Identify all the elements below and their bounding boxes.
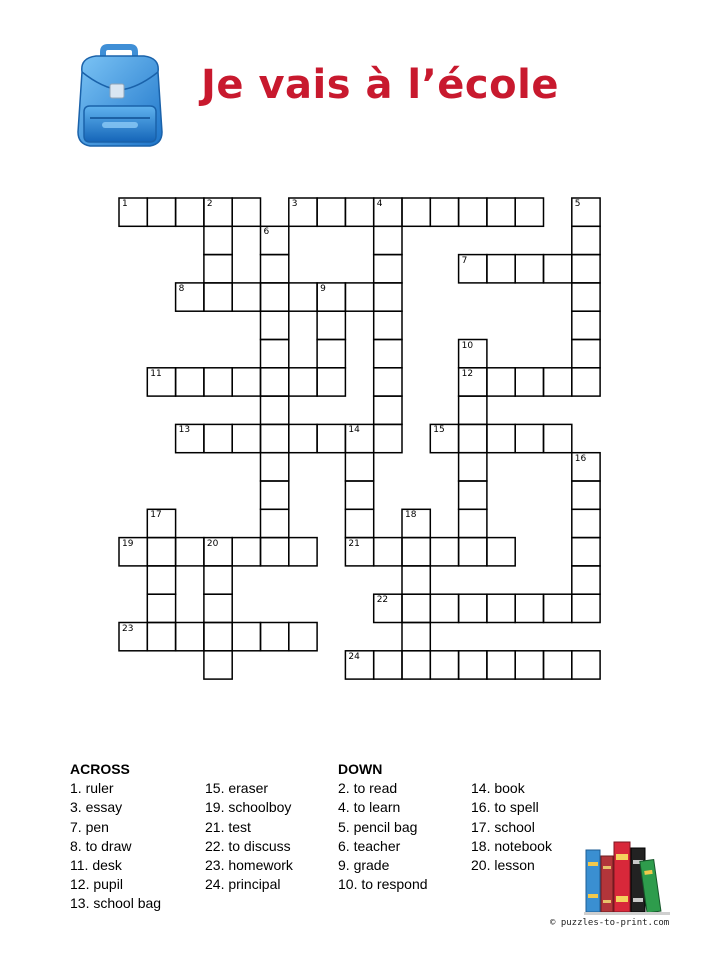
across-clue: 21. test <box>205 818 251 835</box>
crossword-cell[interactable] <box>147 594 175 622</box>
crossword-cell[interactable] <box>317 368 345 396</box>
down-clue: 14. book <box>471 780 525 797</box>
crossword-cell[interactable] <box>402 198 430 226</box>
crossword-cell[interactable] <box>204 538 232 566</box>
across-clue: 22. to discuss <box>205 837 291 854</box>
crossword-cell[interactable] <box>544 424 572 452</box>
crossword-cell[interactable] <box>204 198 232 226</box>
crossword-cell[interactable] <box>402 538 430 566</box>
crossword-cell[interactable] <box>119 538 147 566</box>
crossword-cell[interactable] <box>515 198 543 226</box>
down-clue: 9. grade <box>338 857 390 874</box>
crossword-cell[interactable] <box>374 311 402 339</box>
crossword-cell[interactable] <box>204 368 232 396</box>
crossword-cell[interactable] <box>261 311 289 339</box>
crossword-cell[interactable] <box>430 651 458 679</box>
across-clue: 1. ruler <box>70 780 114 797</box>
crossword-cell[interactable] <box>459 538 487 566</box>
crossword-cell[interactable] <box>317 283 345 311</box>
clue-number: 21 <box>348 538 360 549</box>
crossword-cell[interactable] <box>204 424 232 452</box>
crossword-cell[interactable] <box>147 509 175 537</box>
down-heading: DOWN <box>338 761 383 777</box>
crossword-cell[interactable] <box>459 651 487 679</box>
crossword-cell[interactable] <box>261 538 289 566</box>
crossword-cell[interactable] <box>487 368 515 396</box>
crossword-cell[interactable] <box>374 424 402 452</box>
crossword-cell[interactable] <box>289 538 317 566</box>
across-clue: 7. pen <box>70 818 109 835</box>
crossword-cell[interactable] <box>572 566 600 594</box>
across-clue: 12. pupil <box>70 876 123 893</box>
crossword-cell[interactable] <box>345 453 373 481</box>
crossword-cell[interactable] <box>374 538 402 566</box>
clue-number: 4 <box>376 199 383 209</box>
across-clue: 15. eraser <box>205 780 269 797</box>
crossword-cell[interactable] <box>147 198 175 226</box>
down-clues-col2 <box>471 760 552 875</box>
crossword-cell[interactable] <box>402 623 430 651</box>
crossword-cell[interactable] <box>459 396 487 424</box>
clue-number: 5 <box>574 199 581 209</box>
clue-number: 16 <box>574 453 587 464</box>
crossword-cell[interactable] <box>487 594 515 622</box>
clue-number: 7 <box>461 255 468 266</box>
crossword-cell[interactable] <box>374 226 402 254</box>
clue-number: 3 <box>291 199 298 209</box>
down-clue: 6. teacher <box>338 837 401 854</box>
crossword-cell[interactable] <box>204 255 232 283</box>
across-clue: 8. to draw <box>70 837 132 854</box>
crossword-cell[interactable] <box>345 424 373 452</box>
clue-number: 2 <box>206 199 213 209</box>
crossword-cell[interactable] <box>459 453 487 481</box>
crossword-cell[interactable] <box>459 509 487 537</box>
across-clue: 24. principal <box>205 876 281 893</box>
clue-number: 24 <box>348 651 360 662</box>
clue-number: 20 <box>206 538 219 549</box>
crossword-cell[interactable] <box>147 566 175 594</box>
clue-number: 19 <box>122 538 134 549</box>
across-clue: 11. desk <box>70 857 122 874</box>
crossword-cell[interactable] <box>147 538 175 566</box>
crossword-cell[interactable] <box>402 594 430 622</box>
crossword-cell[interactable] <box>374 198 402 226</box>
down-clue: 10. to respond <box>338 876 428 893</box>
crossword-cell[interactable] <box>544 368 572 396</box>
crossword-cell[interactable] <box>515 424 543 452</box>
across-clue: 13. school bag <box>70 895 162 912</box>
crossword-cell[interactable] <box>572 538 600 566</box>
clue-number: 12 <box>461 368 474 379</box>
crossword-cell[interactable] <box>374 283 402 311</box>
crossword-cell[interactable] <box>176 368 204 396</box>
across-heading: ACROSS <box>70 761 130 777</box>
crossword-cell[interactable] <box>232 368 260 396</box>
crossword-cell[interactable] <box>572 283 600 311</box>
page-title: Je vais à l’école <box>201 62 559 108</box>
down-clue: 2. to read <box>338 780 398 797</box>
crossword-cell[interactable] <box>374 255 402 283</box>
clue-number: 1 <box>122 199 128 209</box>
crossword-cell[interactable] <box>487 424 515 452</box>
crossword-cell[interactable] <box>345 509 373 537</box>
crossword-cell[interactable] <box>204 226 232 254</box>
crossword-cell[interactable] <box>459 255 487 283</box>
crossword-cell[interactable] <box>572 481 600 509</box>
crossword-cell[interactable] <box>261 368 289 396</box>
crossword-cell[interactable] <box>261 424 289 452</box>
clue-number: 11 <box>150 368 162 379</box>
clue-number: 6 <box>263 227 270 238</box>
crossword-cell[interactable] <box>459 340 487 368</box>
crossword-cell[interactable] <box>261 255 289 283</box>
crossword-cell[interactable] <box>459 481 487 509</box>
clue-number: 10 <box>461 340 474 351</box>
crossword-cell[interactable] <box>176 623 204 651</box>
crossword-cell[interactable] <box>374 594 402 622</box>
crossword-cell[interactable] <box>572 340 600 368</box>
crossword-cell[interactable] <box>572 198 600 226</box>
across-clues-col1 <box>70 760 161 914</box>
crossword-cell[interactable] <box>261 453 289 481</box>
down-clue: 5. pencil bag <box>338 818 418 835</box>
crossword-cell[interactable] <box>402 651 430 679</box>
down-clues-col1 <box>338 760 428 894</box>
crossword-cell[interactable] <box>232 424 260 452</box>
crossword-cell[interactable] <box>289 623 317 651</box>
crossword-cell[interactable] <box>345 283 373 311</box>
crossword-cell[interactable] <box>289 198 317 226</box>
crossword-cell[interactable] <box>430 594 458 622</box>
crossword-cell[interactable] <box>402 566 430 594</box>
clue-number: 22 <box>376 595 389 606</box>
clue-number: 17 <box>150 510 162 521</box>
crossword-cell[interactable] <box>374 340 402 368</box>
crossword-cell[interactable] <box>119 623 147 651</box>
clue-number: 15 <box>433 425 445 436</box>
crossword-cell[interactable] <box>572 651 600 679</box>
crossword-cell[interactable] <box>345 538 373 566</box>
crossword-cell[interactable] <box>402 509 430 537</box>
clue-number: 18 <box>405 510 417 521</box>
crossword-cell[interactable] <box>147 623 175 651</box>
crossword-cell[interactable] <box>572 255 600 283</box>
crossword-cell[interactable] <box>459 368 487 396</box>
crossword-cell[interactable] <box>544 651 572 679</box>
crossword-cell[interactable] <box>119 198 147 226</box>
crossword-cell[interactable] <box>204 623 232 651</box>
crossword-cell[interactable] <box>430 198 458 226</box>
crossword-cell[interactable] <box>572 311 600 339</box>
crossword-cell[interactable] <box>487 198 515 226</box>
crossword-cell[interactable] <box>544 255 572 283</box>
crossword-cell[interactable] <box>204 594 232 622</box>
crossword-cell[interactable] <box>515 651 543 679</box>
crossword-cell[interactable] <box>374 368 402 396</box>
crossword-cell[interactable] <box>515 368 543 396</box>
crossword-cell[interactable] <box>204 566 232 594</box>
crossword-cell[interactable] <box>147 368 175 396</box>
crossword-cell[interactable] <box>572 453 600 481</box>
crossword-cell[interactable] <box>232 283 260 311</box>
crossword-cell[interactable] <box>289 368 317 396</box>
crossword-cell[interactable] <box>232 538 260 566</box>
crossword-cell[interactable] <box>317 198 345 226</box>
crossword-cell[interactable] <box>289 424 317 452</box>
across-clue: 3. essay <box>70 799 123 816</box>
crossword-cell[interactable] <box>289 283 317 311</box>
crossword-cell[interactable] <box>204 283 232 311</box>
crossword-cell[interactable] <box>232 198 260 226</box>
crossword-cell[interactable] <box>204 651 232 679</box>
crossword-cell[interactable] <box>317 311 345 339</box>
crossword-cell[interactable] <box>261 509 289 537</box>
crossword-cell[interactable] <box>345 481 373 509</box>
crossword-cell[interactable] <box>459 198 487 226</box>
crossword-cell[interactable] <box>572 368 600 396</box>
crossword-cell[interactable] <box>572 509 600 537</box>
crossword-cell[interactable] <box>459 594 487 622</box>
clue-number: 14 <box>348 425 360 436</box>
clue-number: 23 <box>122 623 134 634</box>
crossword-cell[interactable] <box>317 340 345 368</box>
crossword-cell[interactable] <box>515 255 543 283</box>
crossword-cell[interactable] <box>176 283 204 311</box>
crossword-cell[interactable] <box>459 424 487 452</box>
down-clue: 16. to spell <box>471 799 539 816</box>
crossword-cell[interactable] <box>261 283 289 311</box>
crossword-cell[interactable] <box>176 538 204 566</box>
crossword-cell[interactable] <box>374 651 402 679</box>
crossword-cell[interactable] <box>232 623 260 651</box>
down-clue: 18. notebook <box>471 837 552 854</box>
crossword-cell[interactable] <box>430 538 458 566</box>
clue-number: 13 <box>178 425 191 436</box>
crossword-cell[interactable] <box>261 340 289 368</box>
crossword-cell[interactable] <box>374 396 402 424</box>
crossword-cell[interactable] <box>317 424 345 452</box>
clue-number: 8 <box>178 283 185 294</box>
crossword-cell[interactable] <box>572 594 600 622</box>
down-clue: 17. school <box>471 818 535 835</box>
crossword-cell[interactable] <box>345 198 373 226</box>
crossword-cell[interactable] <box>487 651 515 679</box>
books-icon <box>584 838 674 916</box>
crossword-cell[interactable] <box>176 424 204 452</box>
crossword-cell[interactable] <box>487 538 515 566</box>
crossword-cell[interactable] <box>176 198 204 226</box>
crossword-cell[interactable] <box>261 396 289 424</box>
crossword-cell[interactable] <box>515 594 543 622</box>
crossword-cell[interactable] <box>261 481 289 509</box>
crossword-cell[interactable] <box>572 226 600 254</box>
crossword-cell[interactable] <box>544 594 572 622</box>
across-clue: 19. schoolboy <box>205 799 292 816</box>
credit-text: © puzzles-to-print.com <box>550 918 670 928</box>
down-clue: 20. lesson <box>471 857 535 874</box>
crossword-cell[interactable] <box>261 623 289 651</box>
crossword-cell[interactable] <box>430 424 458 452</box>
clue-number: 9 <box>320 283 326 294</box>
crossword-cell[interactable] <box>345 651 373 679</box>
crossword-cell[interactable] <box>261 226 289 254</box>
across-clues-col2 <box>205 760 293 894</box>
across-clue: 23. homework <box>205 857 293 874</box>
down-clue: 4. to learn <box>338 799 401 816</box>
crossword-cell[interactable] <box>487 255 515 283</box>
